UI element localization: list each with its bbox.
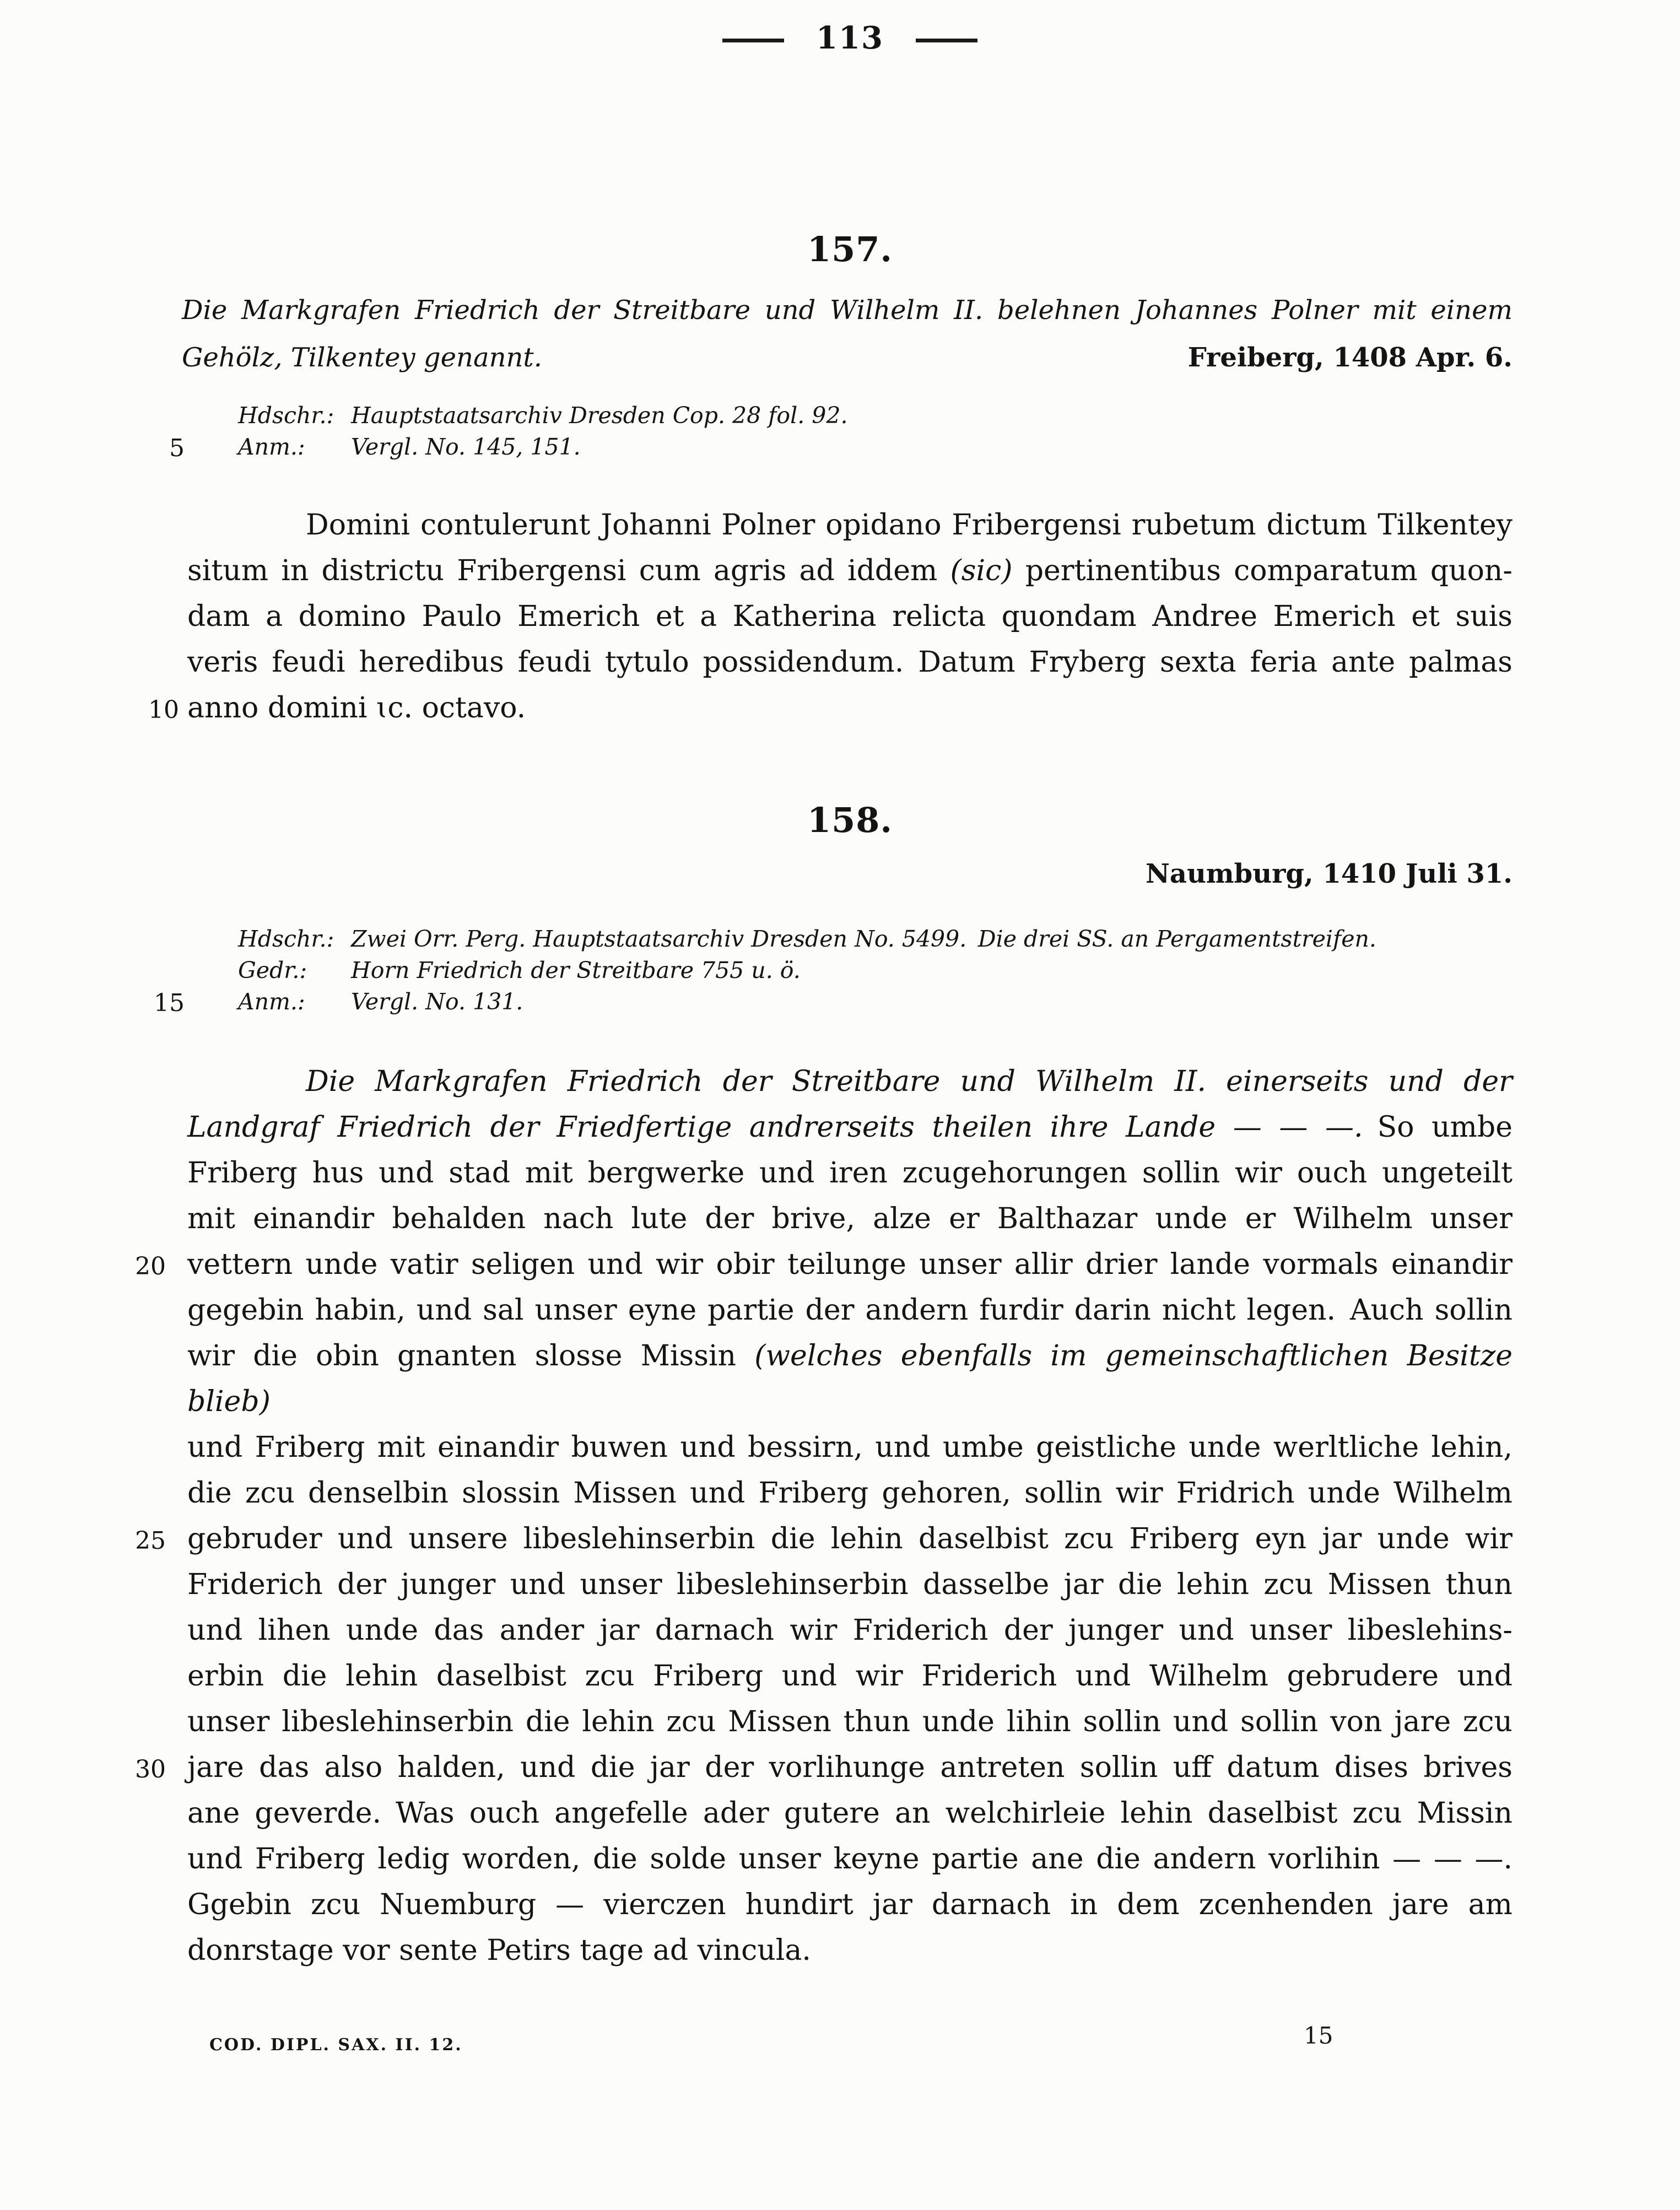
text-segment: pertinentibus comparatum quon- bbox=[1012, 554, 1512, 587]
text-segment: Ggebin zcu Nuemburg — vierczen hundirt jar darnach in dem zcenhenden jare am bbox=[187, 1888, 1512, 1921]
body-line bbox=[135, 1516, 1512, 1562]
body-line bbox=[187, 1836, 1512, 1882]
body-line bbox=[187, 1654, 1512, 1699]
header-rule-left-icon bbox=[722, 39, 784, 42]
entry-158-number: 158. bbox=[807, 800, 893, 840]
text-segment: veris feudi heredibus feudi tytulo possidendum. Datum Fryberg sexta feria ante palmas bbox=[187, 646, 1512, 679]
body-line bbox=[187, 1196, 1512, 1242]
text-segment: Friderich der junger und unser libeslehinserbin dasselbe jar die lehin zcu Missen thun bbox=[187, 1568, 1512, 1601]
body-line bbox=[187, 1150, 1512, 1196]
text-segment: gebruder und unsere libeslehinserbin die lehin daselbist zcu Friberg eyn jar unde wir bbox=[187, 1522, 1512, 1555]
running-head bbox=[187, 20, 1512, 56]
entry-158-body bbox=[135, 1059, 1512, 1974]
header-rule-right-icon bbox=[916, 39, 977, 42]
entry-158-apparatus bbox=[154, 923, 1511, 1018]
apparatus-row bbox=[238, 400, 1511, 431]
text-segment: und Friberg mit einandir buwen und bessirn, und umbe geistliche unde werltliche lehin, bbox=[187, 1431, 1512, 1464]
text-segment: donrstage vor sente Petirs tage ad vincula. bbox=[187, 1934, 811, 1967]
entry-157-number: 157. bbox=[807, 229, 893, 269]
footer-sheet-number: 15 bbox=[1304, 2022, 1333, 2049]
body-line bbox=[187, 1699, 1512, 1745]
apparatus-row bbox=[238, 923, 1511, 955]
apparatus-row bbox=[238, 955, 1511, 986]
apparatus-row bbox=[169, 431, 1511, 463]
body-line bbox=[187, 1882, 1512, 1928]
body-line bbox=[187, 1928, 1512, 1974]
margin-line-number: 10 bbox=[148, 696, 179, 724]
apparatus-text: Horn Friedrich der Streitbare 755 u. ö. bbox=[351, 957, 801, 984]
margin-line-number: 25 bbox=[135, 1527, 166, 1555]
text-segment: erbin die lehin daselbist zcu Friberg und wir Friderich und Wilhelm gebrudere und bbox=[187, 1660, 1512, 1693]
text-segment: vettern unde vatir seligen und wir obir teilunge unser allir drier lande vormals einandir bbox=[187, 1248, 1512, 1281]
entry-158-dateline bbox=[187, 858, 1512, 889]
apparatus-text: Zwei Orr. Perg. Hauptstaatsarchiv Dresden No. 5499. Die drei SS. an Pergamentstreifen. bbox=[351, 926, 1376, 952]
body-line bbox=[187, 1562, 1512, 1608]
margin-line-number: 30 bbox=[135, 1755, 166, 1784]
title-text: Gehölz, Tilkentey genannt. bbox=[182, 342, 542, 373]
apparatus-text: Vergl. No. 131. bbox=[351, 988, 523, 1015]
apparatus-label: Hdschr.: bbox=[238, 402, 334, 429]
body-line bbox=[187, 1471, 1512, 1516]
body-line bbox=[187, 1059, 1512, 1105]
text-segment: mit einandir behalden nach lute der brive, alze er Balthazar unde er Wilhelm unser bbox=[187, 1202, 1512, 1235]
text-segment: Die Markgrafen Friedrich der Streitbare und Wilhelm II. einerseits und der bbox=[306, 1065, 1512, 1098]
text-segment: Landgraf Friedrich der Friedfertige andrerseits theilen ihre Lande — — —. bbox=[187, 1111, 1363, 1144]
body-line bbox=[187, 1425, 1512, 1471]
body-line bbox=[187, 594, 1512, 640]
text-segment: Domini contulerunt Johanni Polner opidano Fribergensi rubetum dictum Tilkentey bbox=[306, 509, 1512, 542]
page-number: 113 bbox=[816, 20, 884, 56]
body-line bbox=[187, 502, 1512, 548]
body-line bbox=[187, 1608, 1512, 1654]
body-line bbox=[187, 1333, 1512, 1425]
title-text: Die Markgrafen Friedrich der Streitbare und Wilhelm II. belehnen Johannes Polner mit einem bbox=[182, 295, 1512, 326]
entry-157-title-line-2 bbox=[182, 334, 1512, 381]
text-segment: situm in districtu Fribergensi cum agris ad iddem bbox=[187, 554, 950, 587]
text-segment: die zcu denselbin slossin Missen und Friberg gehoren, sollin wir Fridrich unde Wilhelm bbox=[187, 1477, 1512, 1510]
entry-157-apparatus bbox=[169, 400, 1511, 463]
text-segment: anno domini ɩc. octavo. bbox=[187, 691, 526, 725]
apparatus-text: Vergl. No. 145, 151. bbox=[351, 434, 581, 460]
text-segment: dam a domino Paulo Emerich et a Katherina relicta quondam Andree Emerich et suis bbox=[187, 600, 1512, 633]
entry-157-title bbox=[182, 287, 1512, 381]
entry-157-date: Freiberg, 1408 Apr. 6. bbox=[1187, 342, 1512, 373]
text-segment: und Friberg ledig worden, die solde unser keyne partie ane die andern vorlihin — — —. bbox=[187, 1842, 1512, 1876]
text-segment: wir die obin gnanten slosse Missin bbox=[187, 1339, 755, 1373]
body-line bbox=[187, 548, 1512, 594]
text-segment: So umbe bbox=[1363, 1111, 1512, 1144]
apparatus-label: Anm.: bbox=[238, 988, 305, 1015]
text-segment: und lihen unde das ander jar darnach wir Friderich der junger und unser libeslehins- bbox=[187, 1614, 1512, 1647]
apparatus-row bbox=[154, 986, 1511, 1018]
margin-line-number: 20 bbox=[135, 1252, 166, 1280]
apparatus-label: Anm.: bbox=[238, 434, 305, 460]
margin-line-number: 5 bbox=[169, 434, 185, 462]
text-segment: (welches ebenfalls im gemeinschaftlichen Besitze blieb) bbox=[187, 1339, 1512, 1418]
body-line bbox=[135, 1242, 1512, 1288]
apparatus-text: Hauptstaatsarchiv Dresden Cop. 28 fol. 92. bbox=[351, 402, 848, 429]
body-line bbox=[187, 1791, 1512, 1836]
text-segment: Friberg hus und stad mit bergwerke und iren zcugehorungen sollin wir ouch ungeteilt bbox=[187, 1157, 1512, 1190]
entry-157-body bbox=[148, 502, 1512, 731]
apparatus-label: Hdschr.: bbox=[238, 926, 334, 952]
body-line bbox=[187, 1105, 1512, 1150]
apparatus-label: Gedr.: bbox=[238, 957, 307, 984]
text-segment: jare das also halden, und die jar der vorlihunge antreten sollin uff datum dises brives bbox=[187, 1751, 1512, 1784]
text-segment: gegebin habin, und sal unser eyne partie der andern furdir darin nicht legen. Auch sollin bbox=[187, 1294, 1512, 1327]
text-segment: (sic) bbox=[950, 554, 1013, 587]
entry-157-title-line-1 bbox=[182, 287, 1512, 334]
body-line bbox=[187, 640, 1512, 685]
text-segment: ane geverde. Was ouch angefelle ader gutere an welchirleie lehin daselbist zcu Missin bbox=[187, 1797, 1512, 1830]
body-line bbox=[135, 1745, 1512, 1791]
text-segment: unser libeslehinserbin die lehin zcu Missen thun unde lihin sollin und sollin von jare zcu bbox=[187, 1705, 1512, 1738]
body-line bbox=[148, 685, 1512, 731]
entry-158-date: Naumburg, 1410 Juli 31. bbox=[1146, 858, 1512, 889]
margin-line-number: 15 bbox=[154, 989, 185, 1017]
footer-series-signature: COD. DIPL. SAX. II. 12. bbox=[209, 2035, 463, 2055]
body-line bbox=[187, 1288, 1512, 1333]
